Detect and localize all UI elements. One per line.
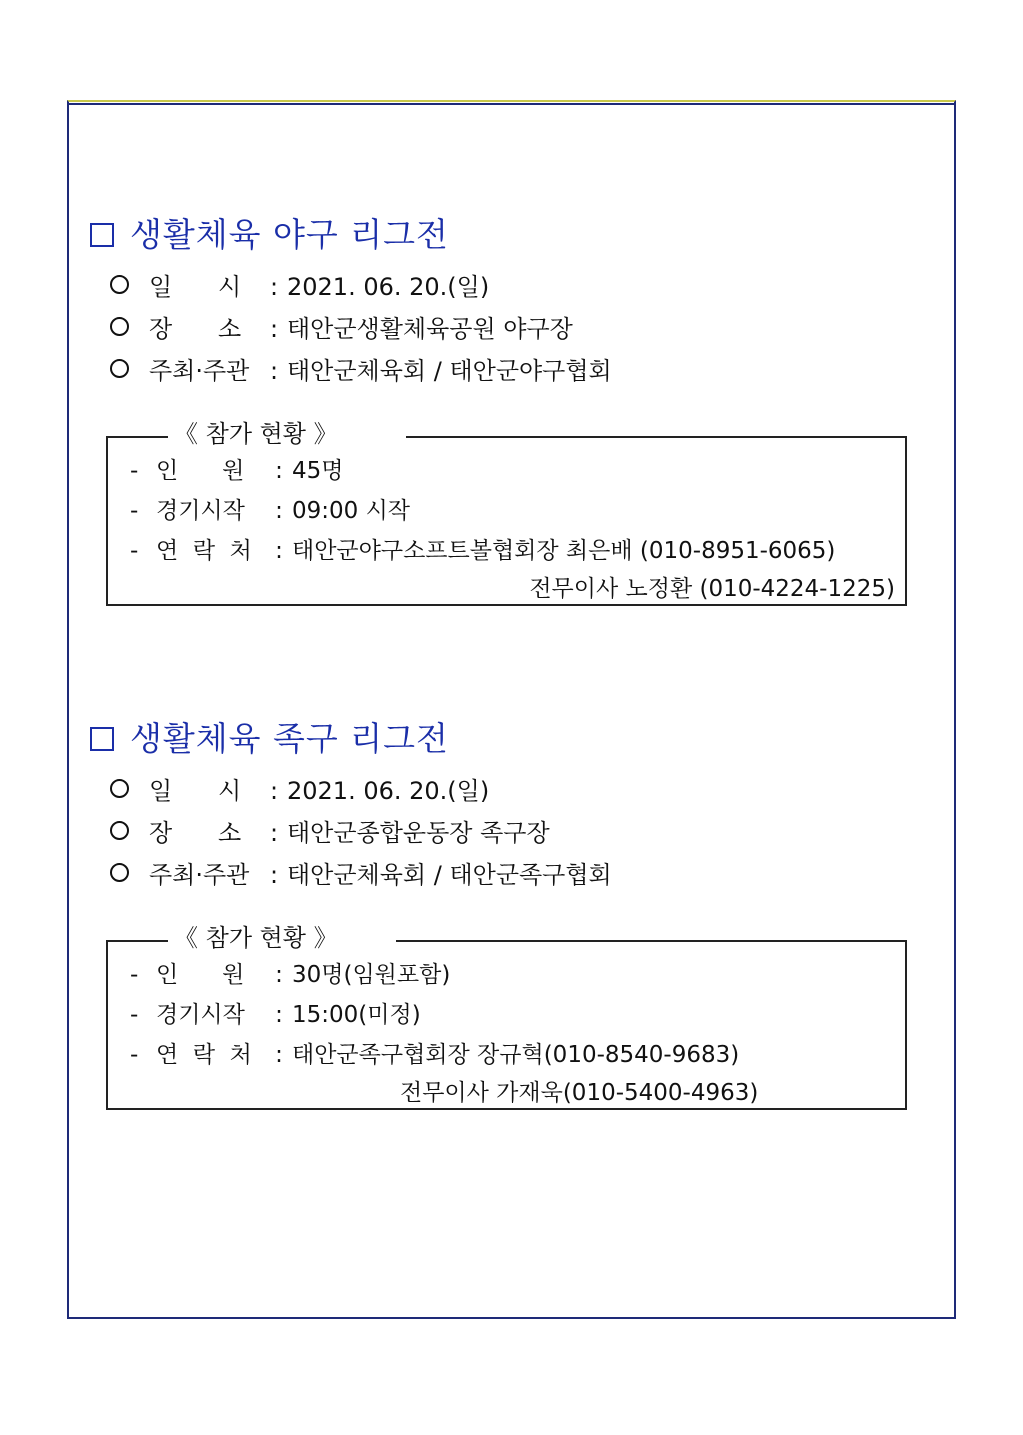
status-row-headcount bbox=[130, 456, 344, 486]
participation-status-box bbox=[106, 420, 907, 606]
info-row-date bbox=[110, 271, 489, 303]
participation-status-box bbox=[106, 924, 907, 1110]
dash-bullet: - bbox=[130, 962, 139, 988]
box-border-line bbox=[106, 436, 168, 438]
status-row-headcount bbox=[130, 960, 450, 990]
circle-bullet-icon bbox=[110, 779, 129, 798]
status-row-start-time bbox=[130, 1000, 421, 1030]
status-label: 인 원 bbox=[156, 962, 245, 988]
info-value: 2021. 06. 20.(일) bbox=[287, 273, 490, 301]
separator: : bbox=[275, 498, 283, 524]
status-row-contact-extra: 전무이사 가재욱(010-5400-4963) bbox=[400, 1080, 759, 1106]
checkbox-square-icon bbox=[90, 727, 114, 751]
info-row-place bbox=[110, 313, 573, 345]
info-row-date bbox=[110, 775, 489, 807]
separator: : bbox=[275, 458, 283, 484]
info-row-place bbox=[110, 817, 550, 849]
separator: : bbox=[275, 1042, 283, 1068]
status-row-contact-extra: 전무이사 노정환 (010-4224-1225) bbox=[529, 576, 895, 602]
status-row-contact bbox=[130, 536, 835, 566]
separator: : bbox=[269, 861, 279, 889]
separator: : bbox=[269, 819, 279, 847]
status-row-contact bbox=[130, 1040, 739, 1070]
dash-bullet: - bbox=[130, 538, 139, 564]
status-label: 연 락 처 bbox=[156, 538, 252, 564]
box-border-line bbox=[106, 940, 168, 942]
separator: : bbox=[269, 273, 279, 301]
status-label: 인 원 bbox=[156, 458, 245, 484]
section-title bbox=[88, 215, 449, 255]
info-row-host bbox=[110, 355, 612, 387]
section-jokgu bbox=[88, 719, 918, 1119]
status-value: 태안군야구소프트볼협회장 최은배 (010-8951-6065) bbox=[292, 538, 836, 564]
info-value: 2021. 06. 20.(일) bbox=[287, 777, 490, 805]
section-title-text: 생활체육 야구 리그전 bbox=[130, 215, 449, 254]
status-label: 연 락 처 bbox=[156, 1042, 252, 1068]
section-title bbox=[88, 719, 449, 759]
dash-bullet: - bbox=[130, 1002, 139, 1028]
status-box-caption: 《 참가 현황 》 bbox=[170, 417, 342, 451]
info-value: 태안군생활체육공원 야구장 bbox=[287, 315, 573, 343]
status-row-start-time bbox=[130, 496, 410, 526]
separator: : bbox=[275, 1002, 283, 1028]
status-value: 45명 bbox=[292, 458, 344, 484]
checkbox-square-icon bbox=[90, 223, 114, 247]
info-row-host bbox=[110, 859, 612, 891]
circle-bullet-icon bbox=[110, 359, 129, 378]
status-label: 경기시작 bbox=[156, 1002, 245, 1028]
circle-bullet-icon bbox=[110, 275, 129, 294]
info-label: 일 시 bbox=[149, 777, 242, 805]
section-baseball bbox=[88, 215, 918, 615]
status-value: 15:00(미정) bbox=[292, 1002, 421, 1028]
circle-bullet-icon bbox=[110, 863, 129, 882]
dash-bullet: - bbox=[130, 458, 139, 484]
info-label: 일 시 bbox=[149, 273, 242, 301]
circle-bullet-icon bbox=[110, 317, 129, 336]
info-label: 장 소 bbox=[149, 315, 242, 343]
separator: : bbox=[269, 357, 279, 385]
info-value: 태안군체육회 / 태안군족구협회 bbox=[287, 861, 612, 889]
info-value: 태안군체육회 / 태안군야구협회 bbox=[287, 357, 612, 385]
box-border-line bbox=[396, 940, 907, 942]
status-label: 경기시작 bbox=[156, 498, 245, 524]
separator: : bbox=[269, 777, 279, 805]
dash-bullet: - bbox=[130, 498, 139, 524]
separator: : bbox=[269, 315, 279, 343]
separator: : bbox=[275, 962, 283, 988]
info-label: 주최·주관 bbox=[149, 357, 250, 385]
separator: : bbox=[275, 538, 283, 564]
status-value: 태안군족구협회장 장규혁(010-8540-9683) bbox=[292, 1042, 740, 1068]
box-border-line bbox=[406, 436, 907, 438]
status-box-caption: 《 참가 현황 》 bbox=[170, 921, 342, 955]
info-value: 태안군종합운동장 족구장 bbox=[287, 819, 550, 847]
info-label: 주최·주관 bbox=[149, 861, 250, 889]
circle-bullet-icon bbox=[110, 821, 129, 840]
dash-bullet: - bbox=[130, 1042, 139, 1068]
status-value: 30명(임원포함) bbox=[292, 962, 451, 988]
section-title-text: 생활체육 족구 리그전 bbox=[130, 719, 449, 758]
status-value: 09:00 시작 bbox=[292, 498, 411, 524]
info-label: 장 소 bbox=[149, 819, 242, 847]
